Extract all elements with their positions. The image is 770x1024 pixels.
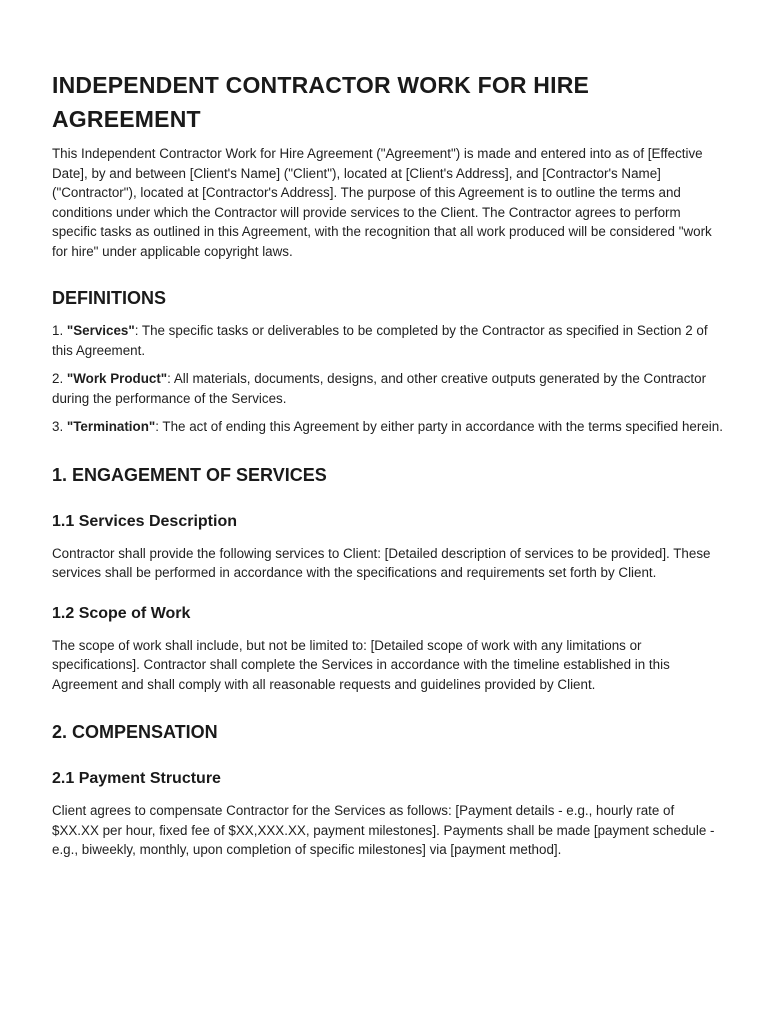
definition-item (52, 369, 724, 408)
document-title: INDEPENDENT CONTRACTOR WORK FOR HIRE AGREEMENT (52, 72, 590, 132)
definition-term: "Termination" (66, 419, 156, 434)
scope-of-work-paragraph: The scope of work shall include, but not be limited to: [Detailed scope of work with any limitations or specifications]. Contractor shall complete the Services in accordance with the timeline established in this Agreement and shall comply with all reasonable requests and guidelines provided by Client. (52, 637, 670, 692)
definition-term: "Services" (66, 323, 135, 338)
engagement-heading: 1. ENGAGEMENT OF SERVICES (52, 464, 327, 485)
definitions-heading: DEFINITIONS (52, 288, 167, 308)
definition-number: 2. (52, 371, 67, 386)
definition-text: : The specific tasks or deliverables to be completed by the Contractor as specified in Section 2 of this Agreement. (52, 323, 708, 358)
definition-number: 3. (52, 419, 67, 434)
scope-of-work-heading: 1.2 Scope of Work (52, 604, 191, 622)
services-description-heading: 1.1 Services Description (52, 512, 237, 530)
intro-paragraph: This Independent Contractor Work for Hire Agreement ("Agreement") is made and entered into as of [Effective Date], by and between [Client's Name] ("Client"), located at [Client's Address], and [Contractor's Name] ("Contractor"), located at [Contractor's Address]. The purpose of this Agreement is to outline the terms and conditions under which the Contractor will provide services to the Client. The Contractor agrees to perform specific tasks as outlined in this Agreement, with the recognition that all work produced will be considered "work for hire" under applicable copyright laws. (52, 146, 712, 259)
services-description-paragraph: Contractor shall provide the following services to Client: [Detailed description of services to be provided]. These services shall be performed in accordance with the specifications and requirements set forth by Client. (52, 545, 711, 580)
definition-term: "Work Product" (66, 371, 168, 386)
document-page (52, 68, 724, 860)
definition-text: : All materials, documents, designs, and other creative outputs generated by the Contractor during the performance of the Services. (52, 371, 707, 406)
definition-item (52, 321, 724, 360)
definition-item (52, 417, 724, 437)
definition-text: : The act of ending this Agreement by either party in accordance with the terms specified herein. (155, 419, 723, 434)
payment-structure-heading: 2.1 Payment Structure (52, 770, 221, 787)
definition-number: 1. (52, 323, 67, 338)
compensation-heading: 2. COMPENSATION (52, 722, 218, 742)
payment-structure-paragraph: Client agrees to compensate Contractor for the Services as follows: [Payment details - e.g., hourly rate of $XX.XX per hour, fixed fee of $XX,XXX.XX, payment milestones]. Payments shall be made [payment schedule - e.g., biweekly, monthly, upon completion of specific milestones] via [payment method]. (52, 803, 715, 857)
